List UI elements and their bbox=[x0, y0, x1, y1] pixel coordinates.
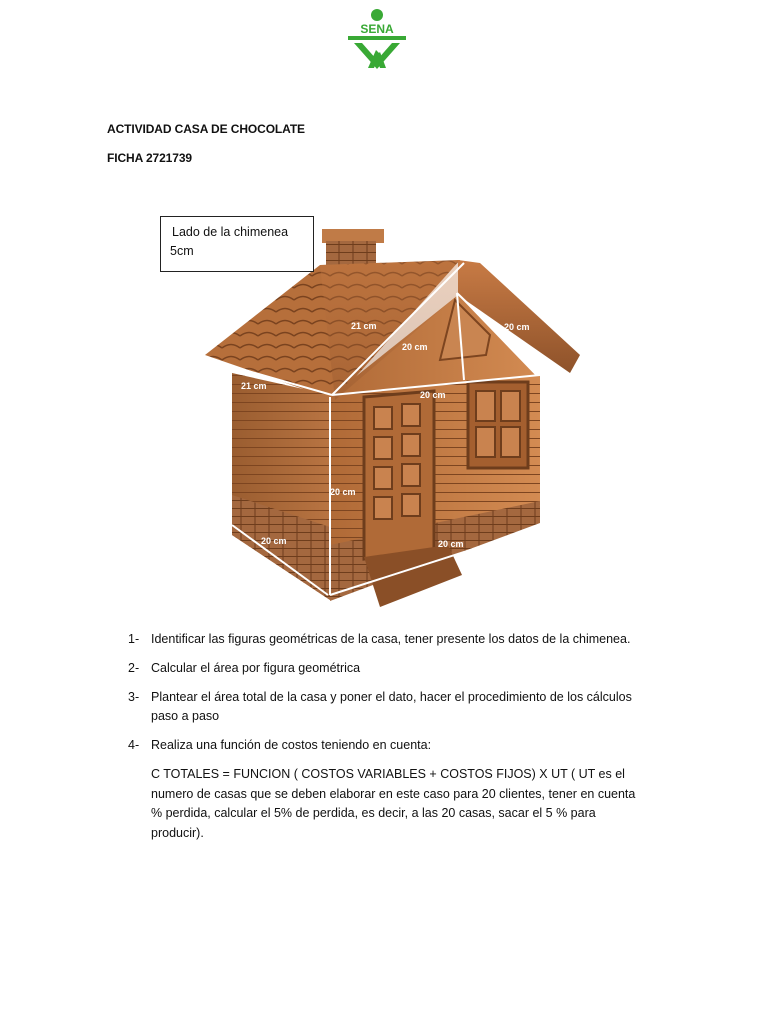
dim-base-front: 20 cm bbox=[438, 539, 464, 549]
dim-roof-right-slope-left: 21 cm bbox=[351, 321, 377, 331]
dim-wall-height: 20 cm bbox=[330, 487, 356, 497]
window bbox=[468, 382, 528, 468]
task-list bbox=[128, 630, 648, 765]
document-title: ACTIVIDAD CASA DE CHOCOLATE bbox=[107, 122, 305, 136]
list-item: 2- Calcular el área por figura geométrica bbox=[128, 661, 361, 675]
sena-logo bbox=[346, 8, 408, 70]
list-item: 4- Realiza una función de costos teniendo en cuenta: bbox=[128, 738, 432, 752]
chimney-callout bbox=[160, 216, 314, 272]
door bbox=[364, 391, 434, 559]
callout-line-1: Lado de la chimenea bbox=[172, 225, 289, 239]
dim-base-left: 20 cm bbox=[261, 536, 287, 546]
callout-line-2: 5cm bbox=[170, 244, 194, 258]
cost-formula: C TOTALES = FUNCION ( COSTOS VARIABLES + COSTOS FIJOS) X UT ( UT es el numero de casas que se deben elaborar en este caso para 20 clientes, tener en cuenta % perdida, calcular el 5% de perdida, es decir, a las 20 casas, sacar el 5 % para producir). bbox=[151, 767, 636, 840]
dim-roof-left: 21 cm bbox=[241, 381, 267, 391]
dim-gable-height: 20 cm bbox=[402, 342, 428, 352]
ficha-number: FICHA 2721739 bbox=[107, 151, 192, 165]
logo-text: SENA bbox=[360, 22, 394, 36]
dim-roof-right-slope-right: 20 cm bbox=[504, 322, 530, 332]
list-item: 3- Plantear el área total de la casa y poner el dato, hacer el procedimiento de los cálculos paso a paso bbox=[128, 690, 632, 723]
dim-gable-base: 20 cm bbox=[420, 390, 446, 400]
list-item: 1- Identificar las figuras geométricas de la casa, tener presente los datos de la chimenea. bbox=[128, 632, 631, 646]
